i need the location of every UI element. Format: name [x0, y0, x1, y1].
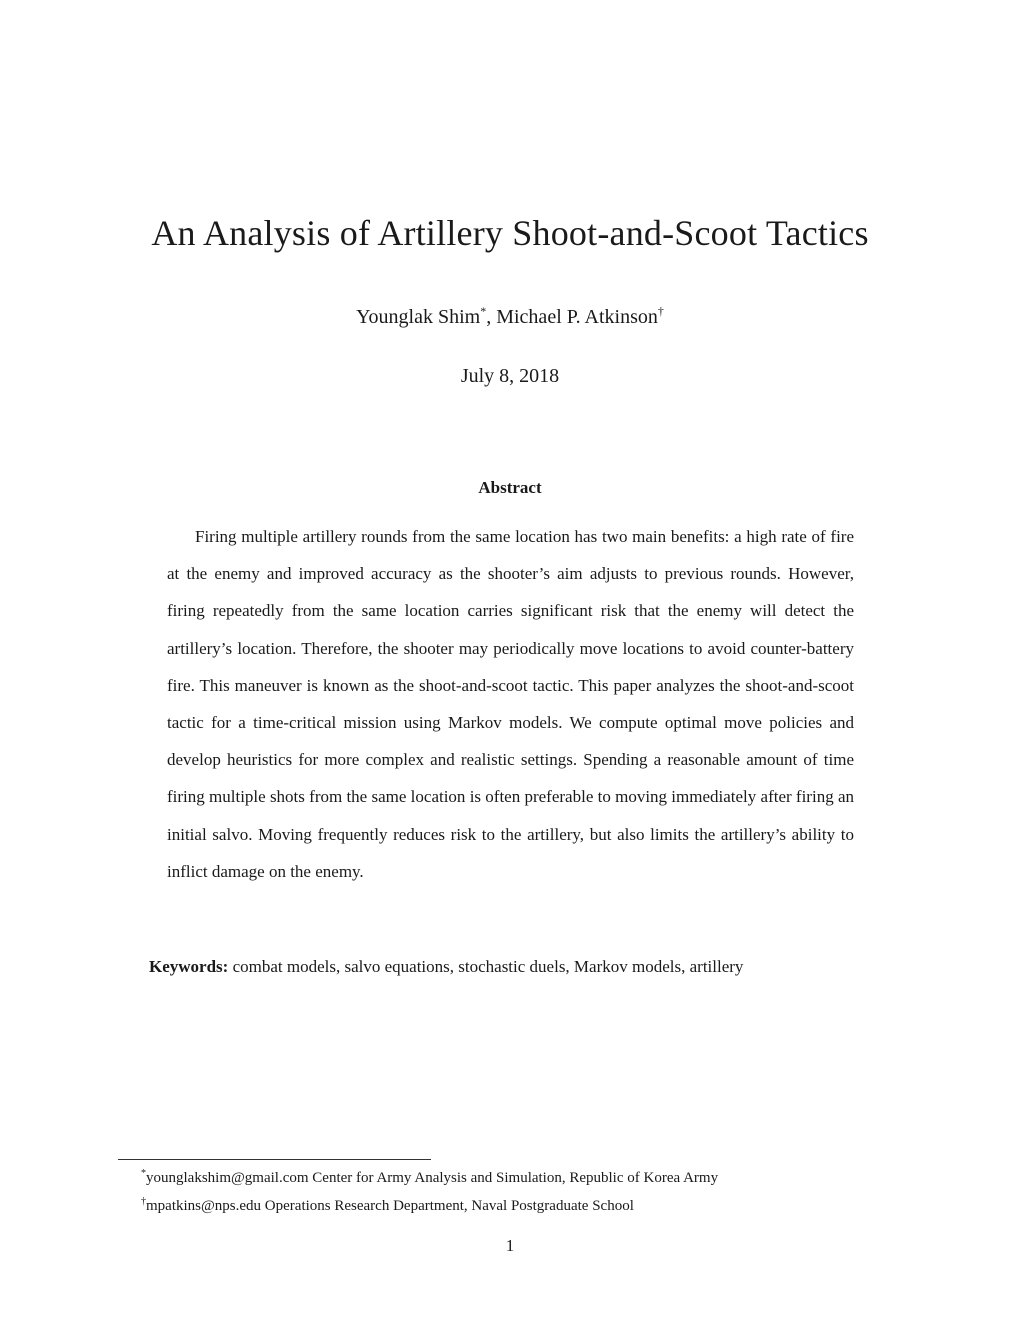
footnote-mark: * — [141, 1168, 146, 1179]
footnote-divider — [118, 1159, 431, 1160]
footnote-mark: † — [141, 1196, 146, 1207]
keywords-text: combat models, salvo equations, stochastic duels, Markov models, artillery — [232, 957, 744, 976]
footnote-text: younglakshim@gmail.com Center for Army Analysis and Simulation, Republic of Korea Army — [146, 1170, 719, 1186]
author-name: Younglak Shim — [356, 306, 481, 328]
author-separator: , — [486, 306, 492, 328]
footnote — [141, 1190, 901, 1218]
keywords-label: Keywords: — [149, 957, 229, 976]
abstract-text: Firing multiple artillery rounds from the same location has two main benefits: a high rate of fire at the enemy and improved accuracy as the shooter’s aim adjusts to previous rounds. However, firing repeatedly from the same location carries significant risk that the enemy will detect the artillery’s location. Therefore, the shooter may periodically move locations to avoid counter-battery fire. This maneuver is known as the shoot-and-scoot tactic. This paper analyzes the shoot-and-scoot tactic for a time-critical mission using Markov models. We compute optimal move policies and develop heuristics for more complex and realistic settings. Spending a reasonable amount of time firing multiple shots from the same location is often preferable to moving immediately after firing an initial salvo. Moving frequently reduces risk to the artillery, but also limits the artillery’s ability to inflict damage on the enemy. — [167, 527, 854, 881]
paper-title: An Analysis of Artillery Shoot-and-Scoot Tactics — [151, 213, 869, 253]
page-number: 1 — [505, 1236, 515, 1255]
footnote-text: mpatkins@nps.edu Operations Research Department, Naval Postgraduate School — [146, 1198, 634, 1214]
publication-date: July 8, 2018 — [460, 365, 560, 387]
author-footnote-mark: † — [657, 304, 664, 318]
author-list — [0, 304, 1020, 329]
footnote — [141, 1162, 901, 1190]
author-name: Michael P. Atkinson — [496, 306, 658, 328]
keywords — [149, 957, 909, 977]
author-footnote-mark: * — [480, 304, 487, 318]
footnotes — [141, 1162, 901, 1218]
abstract-heading: Abstract — [478, 478, 542, 497]
